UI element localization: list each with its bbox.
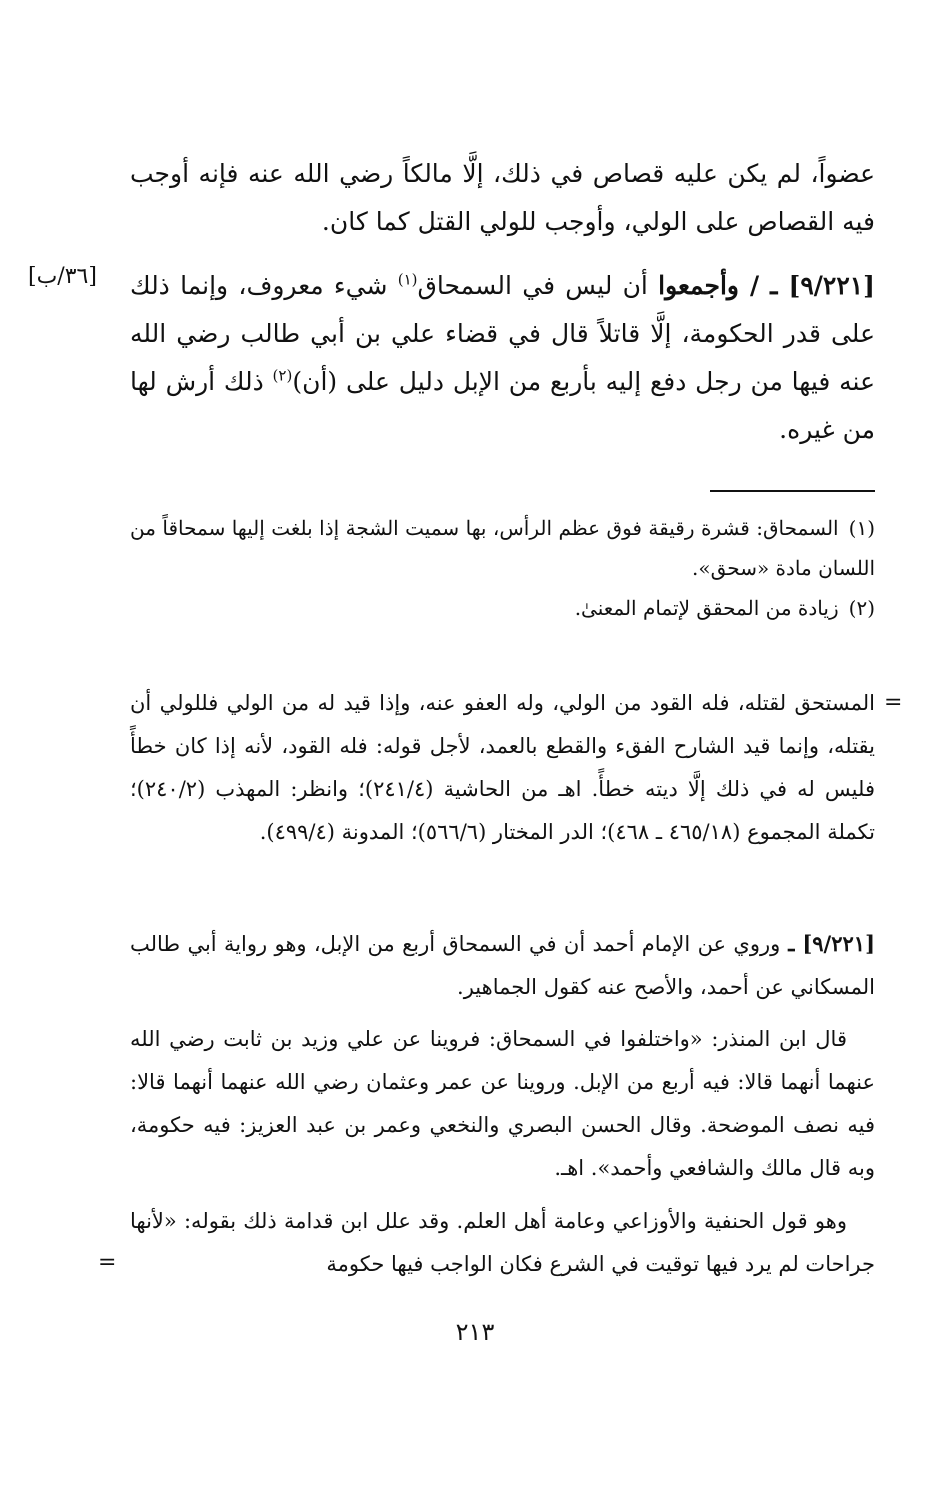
footnote-number: (١) [848,516,875,540]
page-number: ٢١٣ [455,1318,495,1346]
footnote-number: (٢) [848,596,875,620]
footnote-1 [130,508,875,588]
footnote-text: زيادة من المحقق لإتمام المعنىٰ. [574,596,839,620]
commentary-paragraph-2-text: وروي عن الإمام أحمد أن في السمحاق أربع من الإبل، وهو رواية أبي طالب المسكاني عن أحمد، والأصح عنه كقول الجماهير. [130,932,875,999]
commentary-4 [130,1200,875,1286]
main-text-issue [130,262,875,454]
footnote-marker-2[interactable]: (٢) [272,366,293,385]
main-paragraph-2-part-a: أن ليس في السمحاق [417,271,659,300]
footnote-marker-1[interactable]: (١) [397,270,418,289]
footnote-2 [130,588,875,628]
main-paragraph-2 [130,262,875,454]
commentary-paragraph-3: قال ابن المنذر: «واختلفوا في السمحاق: فروينا عن علي وزيد بن ثابت رضي الله عنهما أنهما قالا: فيه أربع من الإبل. وروينا عن عمر وعثمان رضي الله عنهما أنهما قالا: فيه نصف الموضحة. وقال الحسن البصري والنخعي وعمر بن عبد العزيز: فيه حكومة، وبه قال مالك والشافعي وأحمد». اهـ. [130,1027,875,1180]
footnotes [130,508,875,628]
continuation-end-mark: = [98,1250,117,1275]
manuscript-folio-ref: [٣٦/ب] [28,264,97,289]
main-text [130,150,875,246]
footnote-divider [710,490,875,492]
commentary-issue-reference: [٩/٢٢١] ـ [780,931,875,956]
issue-reference: [٩/٢٢١] ـ / [739,271,876,300]
continuation-mark: = [884,690,903,715]
commentary-1 [130,682,875,854]
commentary-paragraph-1: المستحق لقتله، فله القود من الولي، وله العفو عنه، وإذا قيد له من الولي فللولي أن يقتله، وإنما قيد الشارح الفقء والقطع بالعمد، لأجل قوله: فله القود، لأنه إذا كان خطأً فليس له في ذلك إلَّا ديته خطأً. اهـ من الحاشية (٢٤١/٤)؛ وانظر: المهذب (٢٤٠/٢)؛ تكملة المجموع (٤٦٥/١٨ ـ ٤٦٨)؛ الدر المختار (٥٦٦/٦)؛ المدونة (٤٩٩/٤). [130,691,876,844]
main-paragraph-2-part-c: ذلك أرش لها من غيره. [130,367,875,444]
commentary-3 [130,1018,875,1190]
consensus-keyword: وأجمعوا [658,271,739,300]
main-paragraph-2-part-b: شيء معروف، وإنما ذلك على قدر الحكومة، إلَّا قاتلاً قال في قضاء علي بن أبي طالب رضي الله عنه فيها من رجل دفع إليه بأربع من الإبل دليل على (أن) [130,271,875,396]
commentary-paragraph-4: وهو قول الحنفية والأوزاعي وعامة أهل العلم. وقد علل ابن قدامة ذلك بقوله: «لأنها جراحات لم يرد فيها توقيت في الشرع فكان الواجب فيها حكومة [130,1209,875,1276]
footnote-text: السمحاق: قشرة رقيقة فوق عظم الرأس، بها سميت الشجة إذا بلغت إليها سمحاقاً من اللسان مادة «سحق». [130,516,875,580]
commentary-paragraph-2 [130,922,875,1009]
commentary-2 [130,922,875,1009]
main-paragraph-1: عضواً، لم يكن عليه قصاص في ذلك، إلَّا مالكاً رضي الله عنه فإنه أوجب فيه القصاص على الولي، وأوجب للولي القتل كما كان. [130,159,875,236]
